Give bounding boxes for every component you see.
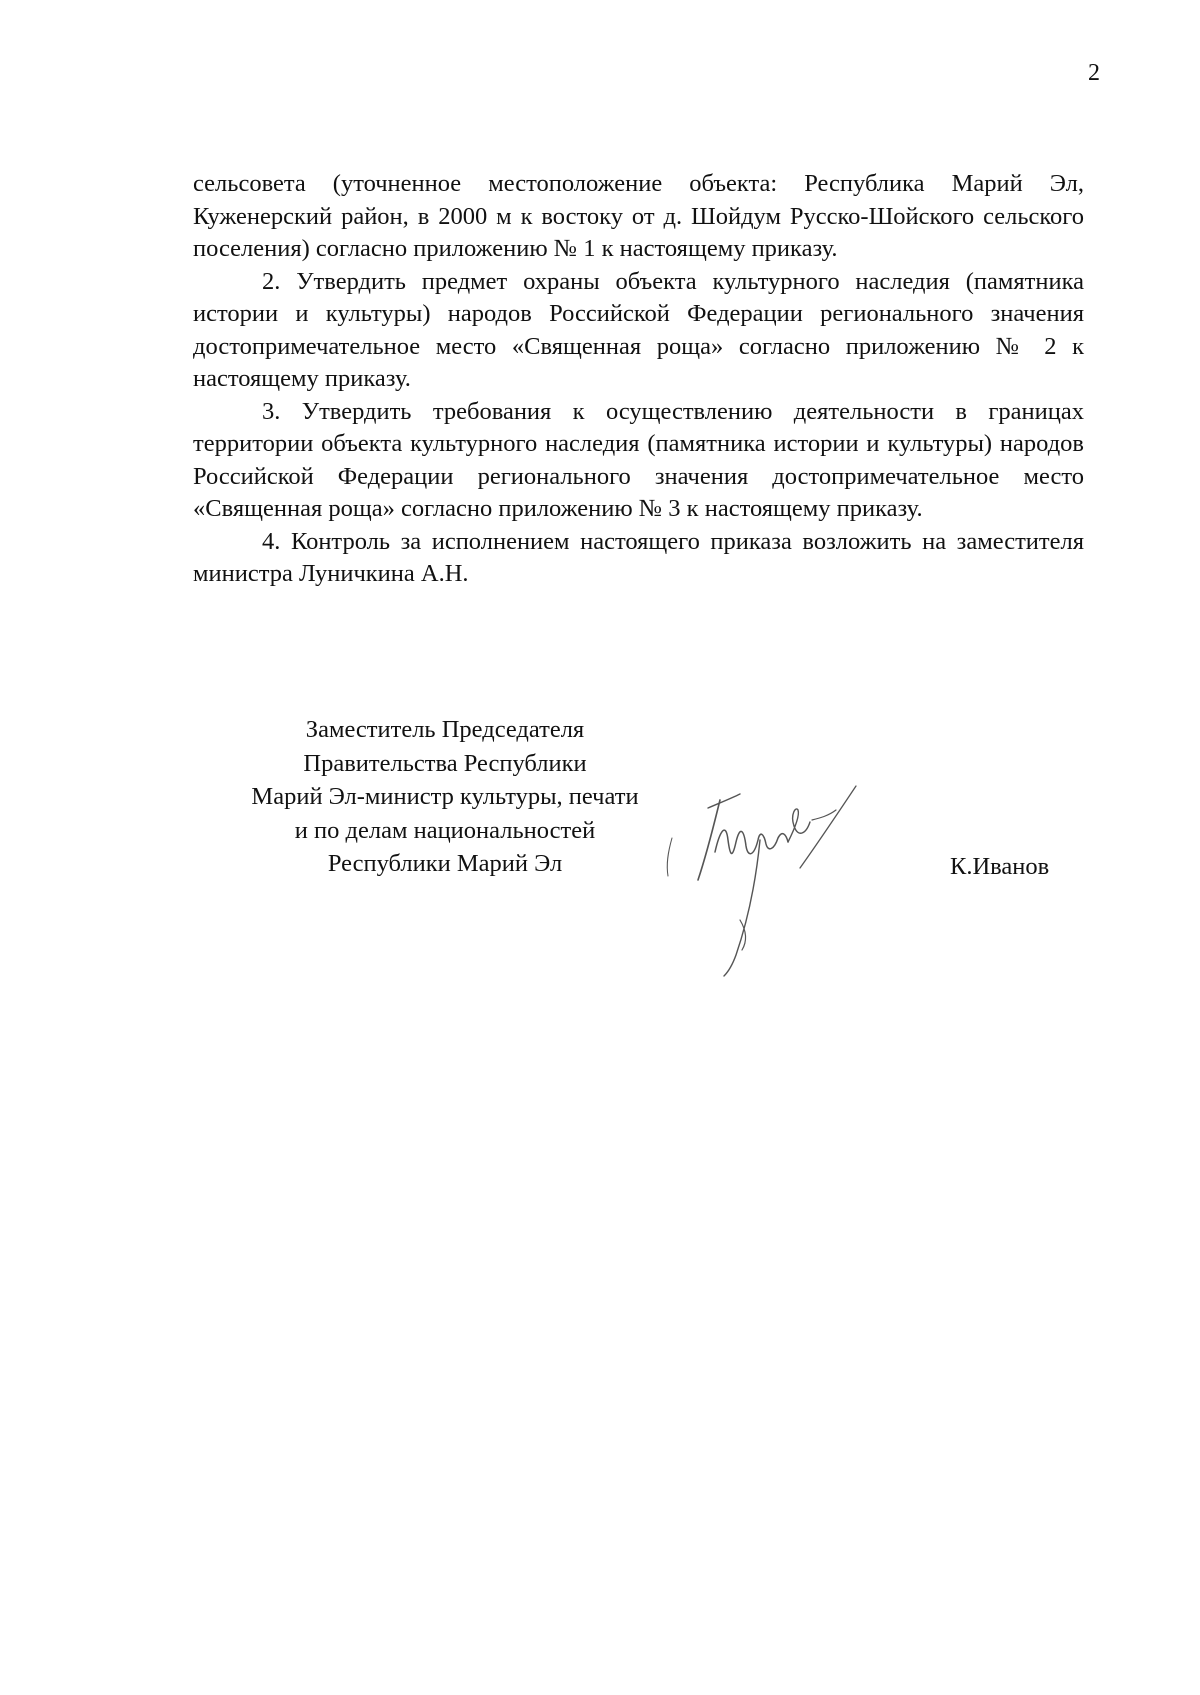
signature-stroke: [788, 809, 810, 842]
paragraph-continuation: сельсовета (уточненное местоположение объекта: Республика Марий Эл, Куженерский район, в 2000 м к востоку от д. Шойдум Русско-Шойского сельского поселения) согласно приложению № 1 к настоящему приказу.: [193, 170, 1084, 262]
paragraph-item-3: 3. Утвердить требования к осуществлению деятельности в границах территории объекта культурного наследия (памятника истории и культуры) народов Российской Федерации регионального значения достопримечательное место «Священная роща» согласно приложению № 3 к настоящему приказу.: [193, 397, 1084, 522]
signatory-name: К.Иванов: [950, 853, 1050, 880]
signature-stroke: [667, 838, 672, 876]
paragraph-item-4: 4. Контроль за исполнением настоящего приказа возложить на заместителя министра Луничкина А.Н.: [193, 527, 1084, 587]
signature-stroke: [724, 840, 760, 976]
signatory-title-line: Республики Марий Эл: [327, 850, 563, 877]
signature-stroke: [708, 794, 740, 808]
page-number: 2: [1088, 60, 1100, 86]
signature-stroke: [715, 830, 788, 854]
signature-stroke: [812, 810, 836, 820]
signatory-title-line: и по делам национальностей: [294, 816, 596, 844]
signatory-title: [195, 713, 695, 881]
handwritten-signature: [660, 780, 920, 1000]
signatory-title-line: Марий Эл-министр культуры, печати: [251, 783, 639, 810]
signature-stroke: [698, 800, 720, 880]
document-body: [193, 168, 1084, 591]
signatory-title-line: Правительства Республики: [303, 749, 587, 777]
paragraph-item-2: 2. Утвердить предмет охраны объекта культурного наследия (памятника истории и культуры) народов Российской Федерации регионального значения достопримечательное место «Священная роща» согласно приложению № 2 к настоящему приказу.: [193, 267, 1084, 392]
signatory-title-line: Заместитель Председателя: [305, 716, 585, 743]
